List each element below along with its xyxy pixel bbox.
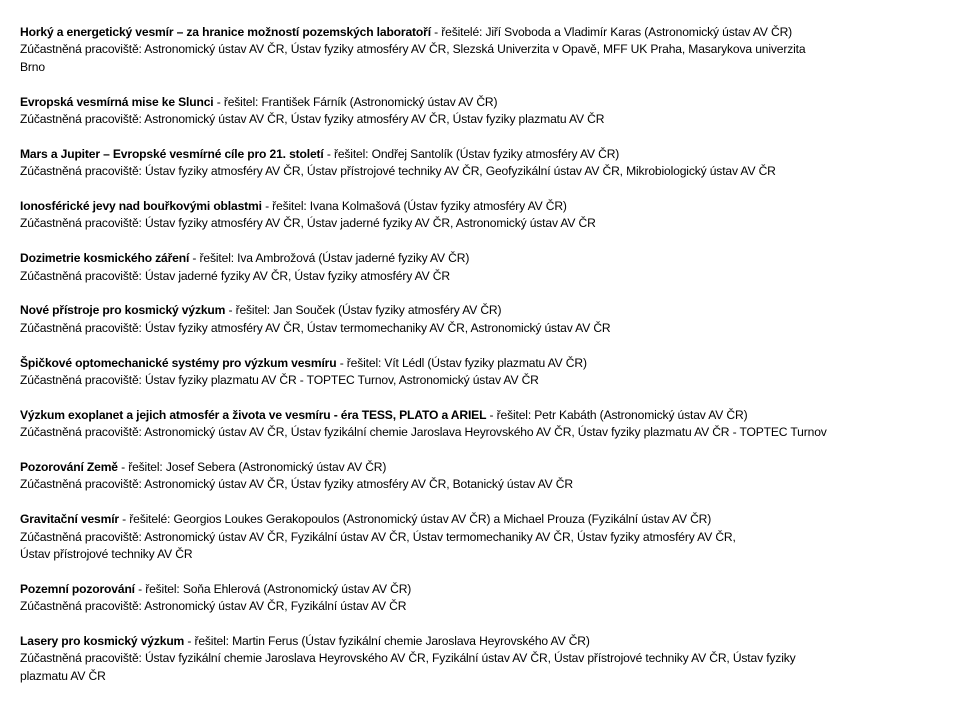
document-body xyxy=(20,24,940,703)
project-entry xyxy=(20,581,940,616)
project-heading-line xyxy=(20,250,940,267)
project-heading-line xyxy=(20,198,940,215)
project-heading-line xyxy=(20,633,940,650)
project-heading-line xyxy=(20,581,940,598)
project-entry xyxy=(20,633,940,685)
project-title: Horký a energetický vesmír – za hranice možností pozemských laboratoří xyxy=(20,25,431,39)
project-title: Výzkum exoplanet a jejich atmosfér a života ve vesmíru - éra TESS, PLATO a ARIEL xyxy=(20,407,487,422)
project-title: Pozorování Země xyxy=(20,460,118,475)
participating-institutions: plazmatu AV ČR xyxy=(20,668,106,683)
project-lead-researcher: - řešitelé: Jiří Svoboda a Vladimír Karas (Astronomický ústav AV ČR) xyxy=(430,25,793,39)
project-title: Mars a Jupiter – Evropské vesmírné cíle pro 21. století xyxy=(20,146,324,161)
participating-institutions: Ústav přístrojové techniky AV ČR xyxy=(20,547,193,562)
project-heading-line xyxy=(20,146,940,163)
participating-institutions: Brno xyxy=(20,59,45,74)
project-lead-researcher: - řešitel: Vít Lédl (Ústav fyziky plazmatu AV ČR) xyxy=(336,355,587,370)
project-heading-line xyxy=(20,355,940,372)
project-entry xyxy=(20,459,940,494)
project-heading-line xyxy=(20,302,940,319)
participating-institutions: Zúčastněná pracoviště: Ústav fyziky atmosféry AV ČR, Ústav jaderné fyziky AV ČR, Astronomický ústav AV ČR xyxy=(20,216,596,231)
project-lead-researcher: - řešitel: František Fárník (Astronomický ústav AV ČR) xyxy=(213,94,498,109)
participating-institutions: Zúčastněná pracoviště: Ústav fyziky atmosféry AV ČR, Ústav přístrojové techniky AV ČR, Geofyzikální ústav AV ČR, Mikrobiologický ústav AV ČR xyxy=(20,164,776,179)
participating-institutions: Zúčastněná pracoviště: Ústav jaderné fyziky AV ČR, Ústav fyziky atmosféry AV ČR xyxy=(20,268,450,283)
project-title: Lasery pro kosmický výzkum xyxy=(20,634,185,649)
participating-institutions: Zúčastněná pracoviště: Ústav fyzikální chemie Jaroslava Heyrovského AV ČR, Fyzikální ústav AV ČR, Ústav přístrojové techniky AV ČR, Ústav fyziky xyxy=(20,651,796,666)
project-lead-researcher: - řešitel: Ivana Kolmašová (Ústav fyziky atmosféry AV ČR) xyxy=(261,199,567,214)
project-title: Dozimetrie kosmického záření xyxy=(20,251,190,266)
project-entry xyxy=(20,302,940,337)
project-heading-line xyxy=(20,407,940,424)
project-title: Gravitační vesmír xyxy=(20,512,119,527)
project-entry xyxy=(20,511,940,563)
participating-institutions: Zúčastněná pracoviště: Ústav fyziky atmosféry AV ČR, Ústav termomechaniky AV ČR, Astronomický ústav AV ČR xyxy=(20,320,611,335)
project-entry xyxy=(20,250,940,285)
project-lead-researcher: - řešitel: Iva Ambrožová (Ústav jaderné fyziky AV ČR) xyxy=(189,251,470,266)
participating-institutions: Zúčastněná pracoviště: Astronomický ústav AV ČR, Ústav fyziky atmosféry AV ČR, Botanický ústav AV ČR xyxy=(20,477,573,492)
project-heading-line xyxy=(20,459,940,476)
project-heading-line xyxy=(20,24,940,41)
project-lead-researcher: - řešitelé: Georgios Loukes Gerakopoulos (Astronomický ústav AV ČR) a Michael Prouza (Fyzikální ústav AV ČR) xyxy=(118,512,712,527)
project-entry xyxy=(20,407,940,442)
project-lead-researcher: - řešitel: Martin Ferus (Ústav fyzikální chemie Jaroslava Heyrovského AV ČR) xyxy=(184,634,590,649)
participating-institutions: Zúčastněná pracoviště: Astronomický ústav AV ČR, Ústav fyzikální chemie Jaroslava Heyrovského AV ČR, Ústav fyziky plazmatu AV ČR - TOPTEC Turnov xyxy=(20,425,827,440)
project-title: Evropská vesmírná mise ke Slunci xyxy=(20,94,214,109)
project-entry xyxy=(20,146,940,181)
project-title: Ionosférické jevy nad bouřkovými oblastmi xyxy=(20,199,262,214)
project-title: Nové přístroje pro kosmický výzkum xyxy=(20,303,226,318)
participating-institutions: Zúčastněná pracoviště: Astronomický ústav AV ČR, Fyzikální ústav AV ČR, Ústav termomechaniky AV ČR, Ústav fyziky atmosféry AV ČR, xyxy=(20,529,736,544)
project-lead-researcher: - řešitel: Petr Kabáth (Astronomický ústav AV ČR) xyxy=(486,407,748,422)
project-lead-researcher: - řešitel: Ondřej Santolík (Ústav fyziky atmosféry AV ČR) xyxy=(323,146,620,161)
project-lead-researcher: - řešitel: Josef Sebera (Astronomický ústav AV ČR) xyxy=(117,460,387,475)
participating-institutions: Zúčastněná pracoviště: Astronomický ústav AV ČR, Ústav fyziky atmosféry AV ČR, Ústav fyziky plazmatu AV ČR xyxy=(20,112,605,127)
project-title: Špičkové optomechanické systémy pro výzkum vesmíru xyxy=(20,355,337,370)
participating-institutions: Zúčastněná pracoviště: Ústav fyziky plazmatu AV ČR - TOPTEC Turnov, Astronomický ústav AV ČR xyxy=(20,373,539,388)
project-entry xyxy=(20,198,940,233)
project-entry xyxy=(20,94,940,129)
participating-institutions: Zúčastněná pracoviště: Astronomický ústav AV ČR, Fyzikální ústav AV ČR xyxy=(20,599,407,614)
project-heading-line xyxy=(20,94,940,111)
project-entry xyxy=(20,355,940,390)
project-entry xyxy=(20,24,940,76)
participating-institutions: Zúčastněná pracoviště: Astronomický ústav AV ČR, Ústav fyziky atmosféry AV ČR, Slezská Univerzita v Opavě, MFF UK Praha, Masarykova univerzita xyxy=(20,42,806,57)
project-lead-researcher: - řešitel: Soňa Ehlerová (Astronomický ústav AV ČR) xyxy=(134,581,412,596)
project-heading-line xyxy=(20,511,940,528)
project-title: Pozemní pozorování xyxy=(20,581,135,596)
project-lead-researcher: - řešitel: Jan Souček (Ústav fyziky atmosféry AV ČR) xyxy=(225,303,502,318)
